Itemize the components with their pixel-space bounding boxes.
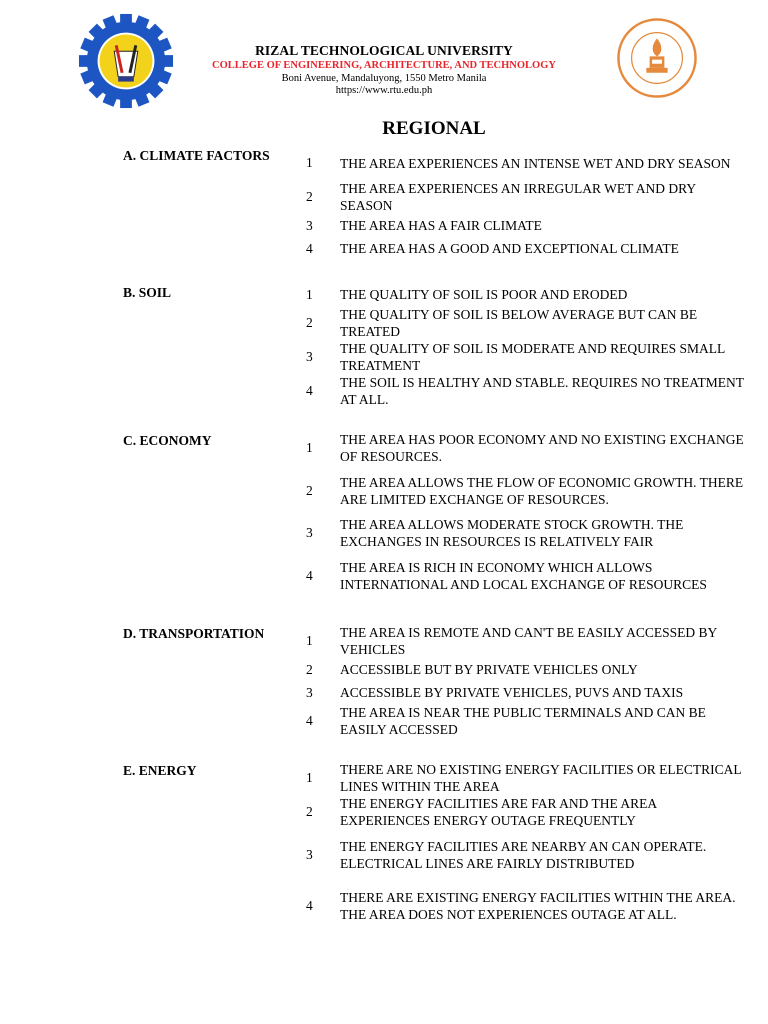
rating-number: 1 bbox=[306, 155, 313, 170]
rating-number: 2 bbox=[306, 189, 313, 204]
rating-description: THE SOIL IS HEALTHY AND STABLE. REQUIRES NO TREATMENT AT ALL. bbox=[340, 375, 744, 407]
rating-number: 2 bbox=[306, 804, 313, 819]
college-name: COLLEGE OF ENGINEERING, ARCHITECTURE, AND TECHNOLOGY bbox=[212, 59, 556, 71]
website-link[interactable]: https://www.rtu.edu.ph bbox=[335, 84, 433, 96]
criteria-row bbox=[123, 704, 748, 738]
university-gear-logo-icon bbox=[77, 12, 175, 110]
rating-number: 2 bbox=[306, 315, 313, 330]
rating-description: THERE ARE EXISTING ENERGY FACILITIES WITHIN THE AREA. THE AREA DOES NOT EXPERIENCES OUTAGE AT ALL. bbox=[340, 889, 736, 922]
rating-number: 3 bbox=[306, 684, 313, 700]
rating-description: THE AREA HAS POOR ECONOMY AND NO EXISTING EXCHANGE OF RESOURCES. bbox=[340, 432, 744, 464]
page-title: REGIONAL bbox=[382, 118, 486, 139]
rating-number: 4 bbox=[306, 897, 313, 913]
rating-number: 1 bbox=[306, 770, 313, 785]
rating-number: 4 bbox=[306, 383, 313, 398]
section-label: A. CLIMATE FACTORS bbox=[123, 148, 270, 163]
college-seal-logo-icon bbox=[616, 17, 698, 99]
rating-description: THE AREA ALLOWS THE FLOW OF ECONOMIC GROWTH. THERE ARE LIMITED EXCHANGE OF RESOURCES. bbox=[340, 474, 744, 507]
rating-number: 3 bbox=[306, 525, 313, 540]
rating-number: 4 bbox=[306, 567, 313, 583]
section-label: E. ENERGY bbox=[123, 763, 197, 778]
criteria-row bbox=[123, 795, 748, 829]
rating-description: THE AREA EXPERIENCES AN INTENSE WET AND DRY SEASON bbox=[340, 155, 731, 171]
rating-description: THE AREA IS NEAR THE PUBLIC TERMINALS AND CAN BE EASILY ACCESSED bbox=[340, 705, 706, 737]
criteria-row bbox=[123, 340, 748, 374]
criteria-row bbox=[123, 374, 748, 408]
rating-description: ACCESSIBLE BY PRIVATE VEHICLES, PUVS AND TAXIS bbox=[340, 685, 684, 700]
rating-description: THE ENERGY FACILITIES ARE FAR AND THE AREA EXPERIENCES ENERGY OUTAGE FREQUENTLY bbox=[340, 796, 657, 828]
rating-description: THE AREA IS RICH IN ECONOMY WHICH ALLOWS INTERNATIONAL AND LOCAL EXCHANGE OF RESOURCES bbox=[340, 559, 707, 592]
criteria-row bbox=[123, 516, 748, 550]
section-soil bbox=[123, 283, 748, 408]
rating-description: THE AREA HAS A GOOD AND EXCEPTIONAL CLIMATE bbox=[340, 241, 679, 256]
section-label: B. SOIL bbox=[123, 285, 172, 300]
section-economy bbox=[123, 431, 748, 601]
criteria-row bbox=[123, 829, 748, 880]
letterhead bbox=[0, 0, 768, 110]
rating-number: 4 bbox=[306, 713, 313, 728]
address: Boni Avenue, Mandaluyong, 1550 Metro Manila bbox=[281, 72, 487, 84]
criteria-row bbox=[123, 306, 748, 340]
criteria-row bbox=[123, 658, 748, 681]
rating-number: 4 bbox=[306, 240, 313, 256]
section-climate-factors bbox=[123, 146, 748, 260]
rating-description: THE AREA IS REMOTE AND CAN'T BE EASILY ACCESSED BY VEHICLES bbox=[340, 625, 717, 657]
criteria-row bbox=[123, 465, 748, 516]
rating-description: THE ENERGY FACILITIES ARE NEARBY AN CAN OPERATE. ELECTRICAL LINES ARE FAIRLY DISTRIBUTED bbox=[340, 838, 707, 871]
section-transportation bbox=[123, 624, 748, 738]
rating-number: 2 bbox=[306, 661, 313, 677]
rating-description: ACCESSIBLE BUT BY PRIVATE VEHICLES ONLY bbox=[340, 662, 638, 677]
criteria-row bbox=[123, 237, 748, 260]
rating-number: 2 bbox=[306, 482, 313, 498]
rating-description: THERE ARE NO EXISTING ENERGY FACILITIES OR ELECTRICAL LINES WITHIN THE AREA bbox=[340, 762, 742, 794]
criteria-row bbox=[123, 550, 748, 601]
criteria-table bbox=[123, 146, 748, 954]
university-name: RIZAL TECHNOLOGICAL UNIVERSITY bbox=[255, 43, 513, 58]
rating-description: THE QUALITY OF SOIL IS MODERATE AND REQUIRES SMALL TREATMENT bbox=[340, 341, 725, 373]
section-label: D. TRANSPORTATION bbox=[123, 626, 265, 641]
section-label: C. ECONOMY bbox=[123, 433, 212, 448]
rating-description: THE AREA HAS A FAIR CLIMATE bbox=[340, 218, 542, 233]
rating-number: 1 bbox=[306, 633, 313, 648]
criteria-row bbox=[123, 214, 748, 237]
rating-number: 3 bbox=[306, 217, 313, 233]
rating-description: THE AREA EXPERIENCES AN IRREGULAR WET AND DRY SEASON bbox=[340, 181, 696, 213]
section-energy bbox=[123, 761, 748, 931]
rating-description: THE QUALITY OF SOIL IS BELOW AVERAGE BUT CAN BE TREATED bbox=[340, 307, 698, 339]
rating-description: THE AREA ALLOWS MODERATE STOCK GROWTH. THE EXCHANGES IN RESOURCES IS RELATIVELY FAIR bbox=[340, 517, 684, 549]
rating-number: 3 bbox=[306, 846, 313, 862]
criteria-row bbox=[123, 880, 748, 931]
rating-number: 1 bbox=[306, 286, 313, 302]
rating-number: 1 bbox=[306, 440, 313, 455]
criteria-row bbox=[123, 180, 748, 214]
rating-description: THE QUALITY OF SOIL IS POOR AND ERODED bbox=[340, 287, 628, 302]
rating-number: 3 bbox=[306, 349, 313, 364]
criteria-row bbox=[123, 681, 748, 704]
